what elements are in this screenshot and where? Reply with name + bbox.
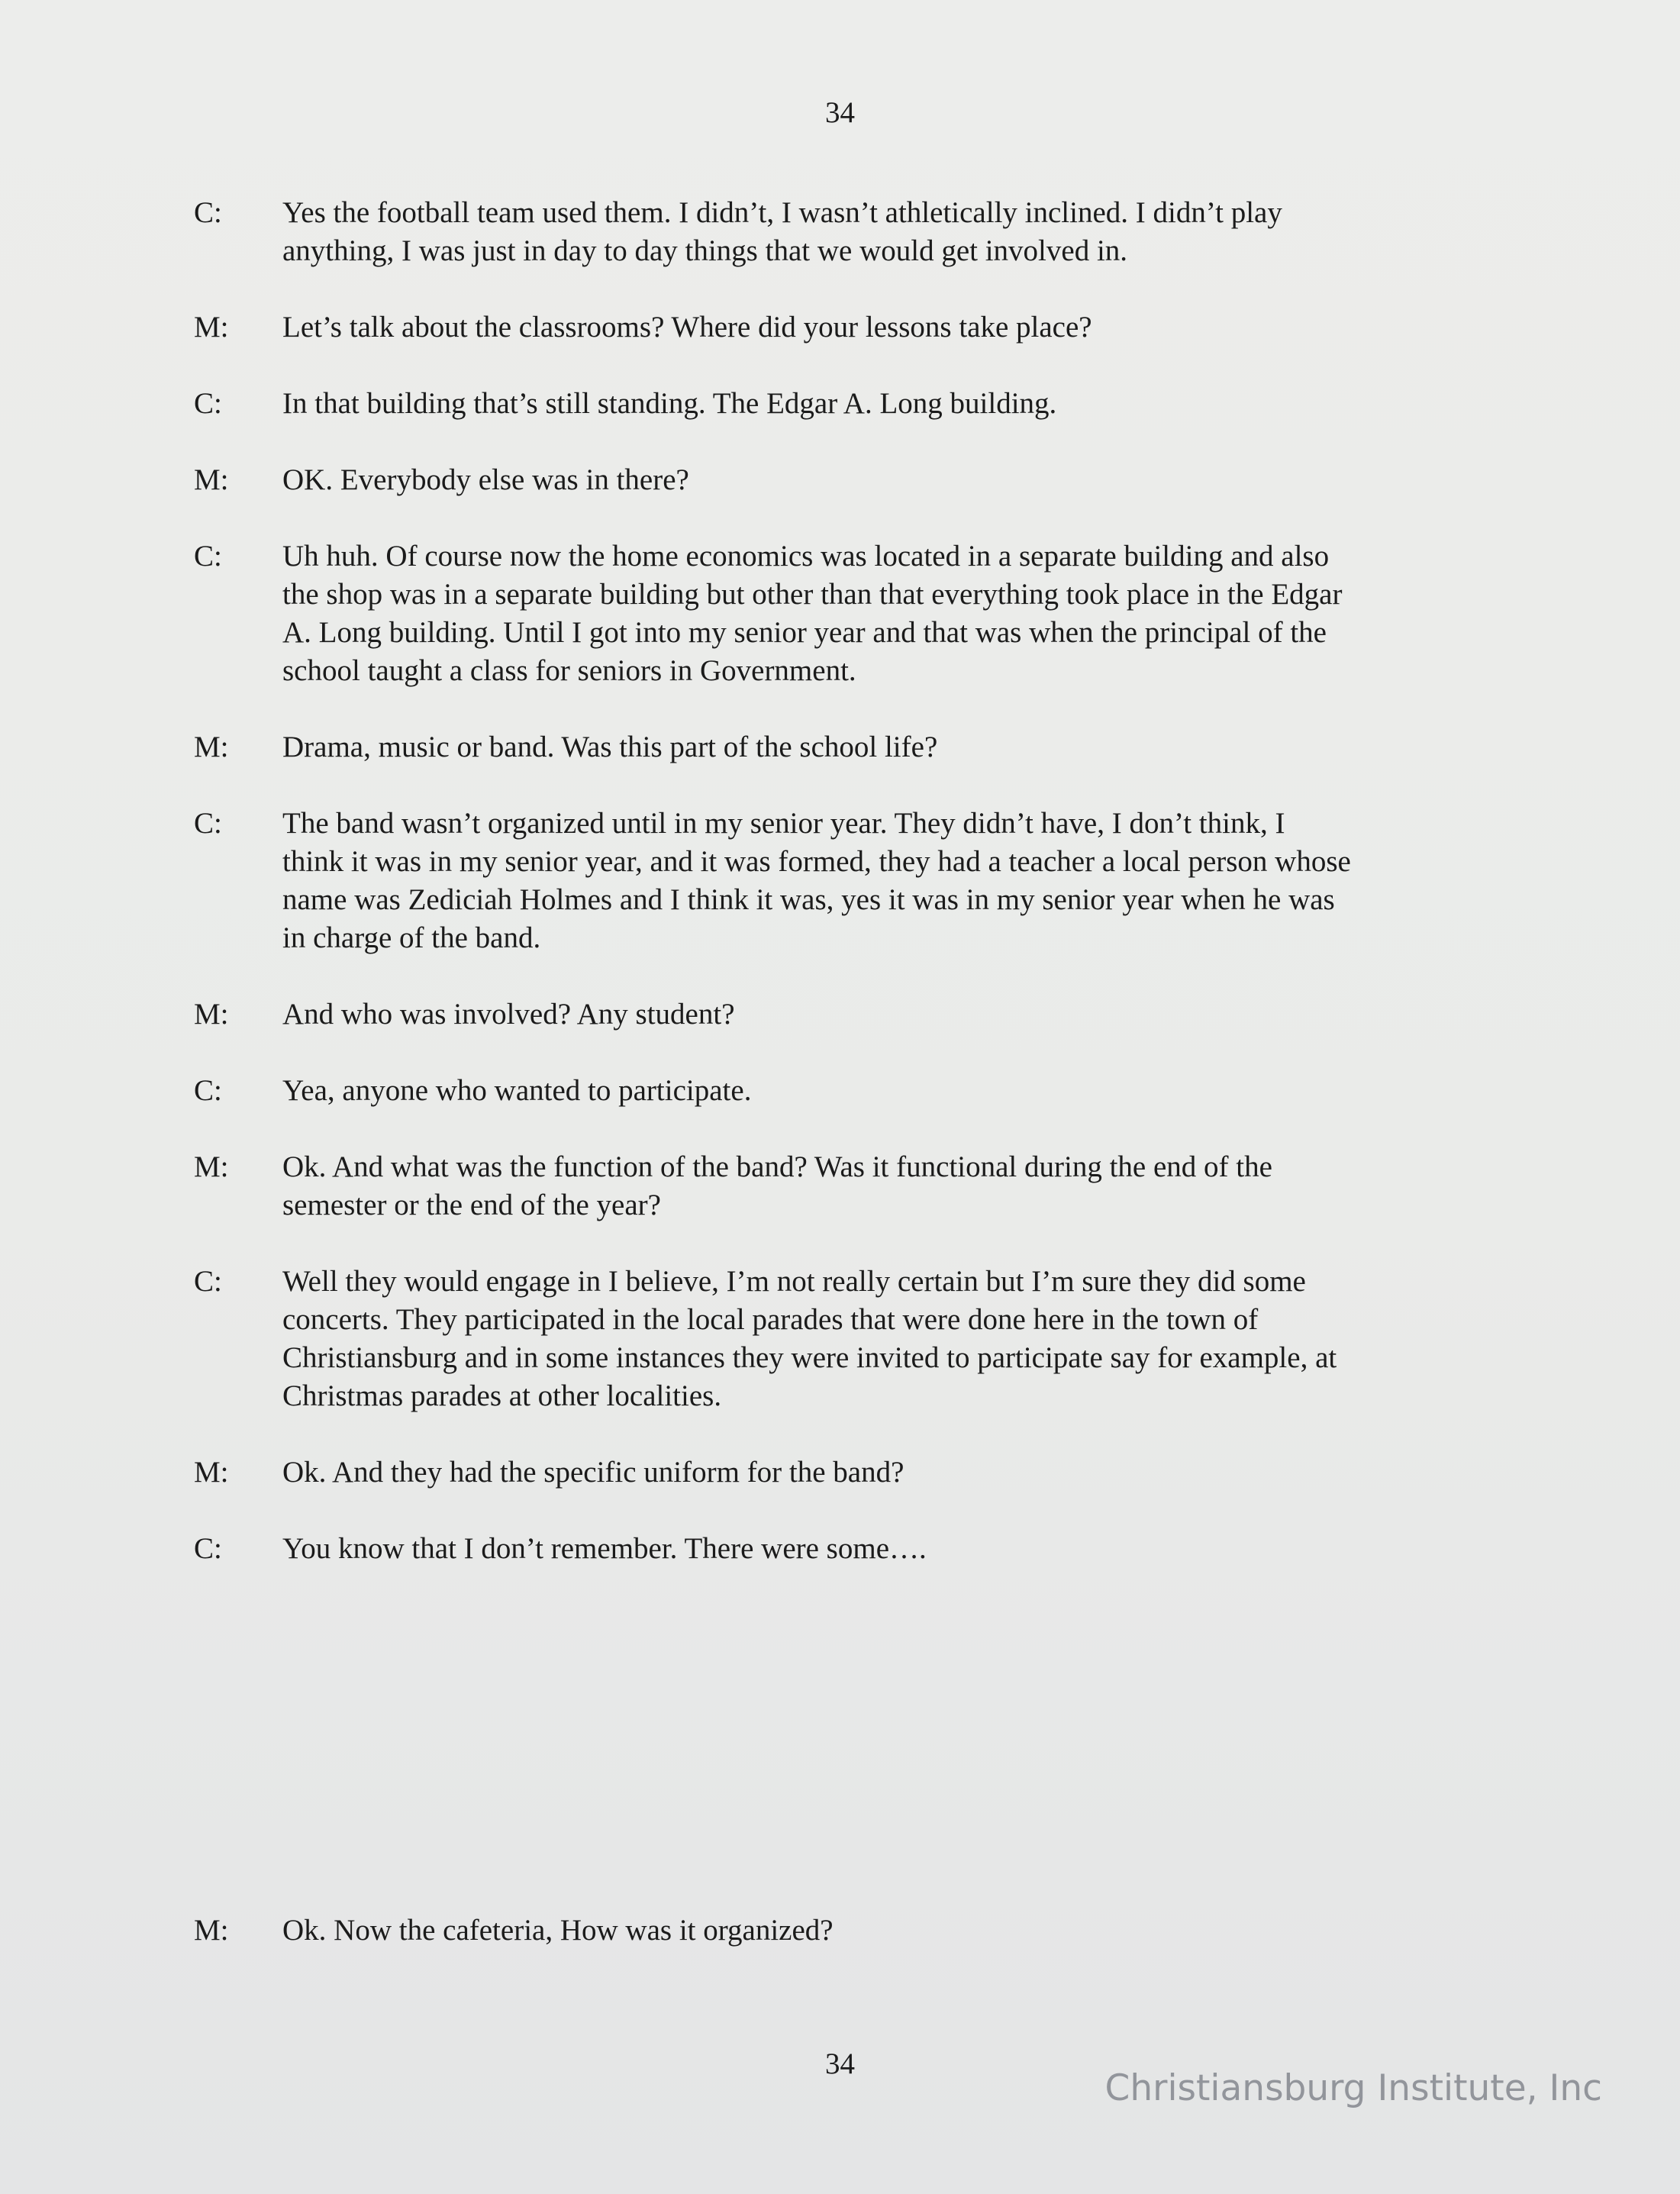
entry-text bbox=[282, 728, 1519, 766]
text-line: Yea, anyone who wanted to participate. bbox=[282, 1074, 752, 1107]
speaker-label: C: bbox=[194, 540, 222, 573]
entry-text bbox=[282, 537, 1519, 690]
text-line: Christmas parades at other localities. bbox=[282, 1379, 722, 1412]
speaker-label: M: bbox=[194, 1914, 229, 1947]
entry-text bbox=[282, 194, 1519, 270]
text-line: Yes the football team used them. I didn’t, I wasn’t athletically inclined. I didn’t play bbox=[282, 196, 1282, 229]
speaker-label: C: bbox=[194, 807, 222, 840]
entry-text bbox=[282, 1072, 1519, 1110]
text-line: You know that I don’t remember. There were some…. bbox=[282, 1532, 927, 1565]
text-line: Well they would engage in I believe, I’m not really certain but I’m sure they did some bbox=[282, 1265, 1306, 1298]
watermark-text: Christiansburg Institute, Inc bbox=[1104, 2067, 1602, 2109]
text-line: Ok. Now the cafeteria, How was it organized? bbox=[282, 1914, 834, 1947]
entry-text bbox=[282, 1530, 1519, 1568]
text-line: concerts. They participated in the local parades that were done here in the town of bbox=[282, 1303, 1259, 1336]
text-line: Let’s talk about the classrooms? Where did your lessons take place? bbox=[282, 311, 1092, 344]
entry-text bbox=[282, 461, 1519, 499]
text-line: OK. Everybody else was in there? bbox=[282, 463, 689, 496]
text-line: in charge of the band. bbox=[282, 921, 541, 954]
entry-text bbox=[282, 385, 1519, 423]
text-line: school taught a class for seniors in Government. bbox=[282, 654, 856, 687]
entry-text bbox=[282, 1912, 1519, 1950]
entry-text bbox=[282, 805, 1519, 957]
speaker-label: M: bbox=[194, 1456, 229, 1489]
page-number-bottom: 34 bbox=[825, 2047, 855, 2080]
speaker-label: M: bbox=[194, 998, 229, 1031]
speaker-label: C: bbox=[194, 196, 222, 229]
entry-text bbox=[282, 1148, 1519, 1224]
text-line: Ok. And they had the specific uniform for the band? bbox=[282, 1456, 904, 1489]
speaker-label: M: bbox=[194, 1150, 229, 1183]
text-line: name was Zediciah Holmes and I think it was, yes it was in my senior year when he was bbox=[282, 883, 1335, 916]
speaker-label: C: bbox=[194, 1074, 222, 1107]
speaker-label: C: bbox=[194, 387, 222, 420]
speaker-label: M: bbox=[194, 463, 229, 496]
entry-text bbox=[282, 1454, 1519, 1492]
text-line: Drama, music or band. Was this part of the school life? bbox=[282, 731, 938, 763]
speaker-label: M: bbox=[194, 731, 229, 763]
speaker-label: M: bbox=[194, 311, 229, 344]
entry-text bbox=[282, 308, 1519, 347]
text-line: A. Long building. Until I got into my senior year and that was when the principal of the bbox=[282, 616, 1327, 649]
entry-text bbox=[282, 995, 1519, 1034]
text-line: And who was involved? Any student? bbox=[282, 998, 735, 1031]
text-line: The band wasn’t organized until in my senior year. They didn’t have, I don’t think, I bbox=[282, 807, 1285, 840]
speaker-label: C: bbox=[194, 1532, 222, 1565]
text-line: think it was in my senior year, and it was formed, they had a teacher a local person whose bbox=[282, 845, 1351, 878]
text-line: Christiansburg and in some instances they were invited to participate say for example, at bbox=[282, 1341, 1337, 1374]
text-line: semester or the end of the year? bbox=[282, 1189, 661, 1221]
text-line: Uh huh. Of course now the home economics was located in a separate building and also bbox=[282, 540, 1330, 573]
page-number-top: 34 bbox=[825, 96, 855, 129]
speaker-label: C: bbox=[194, 1265, 222, 1298]
entry-text bbox=[282, 1263, 1519, 1415]
text-line: the shop was in a separate building but other than that everything took place in the Edgar bbox=[282, 578, 1343, 611]
text-line: anything, I was just in day to day things that we would get involved in. bbox=[282, 234, 1128, 267]
text-line: In that building that’s still standing. The Edgar A. Long building. bbox=[282, 387, 1057, 420]
text-line: Ok. And what was the function of the band? Was it functional during the end of the bbox=[282, 1150, 1272, 1183]
